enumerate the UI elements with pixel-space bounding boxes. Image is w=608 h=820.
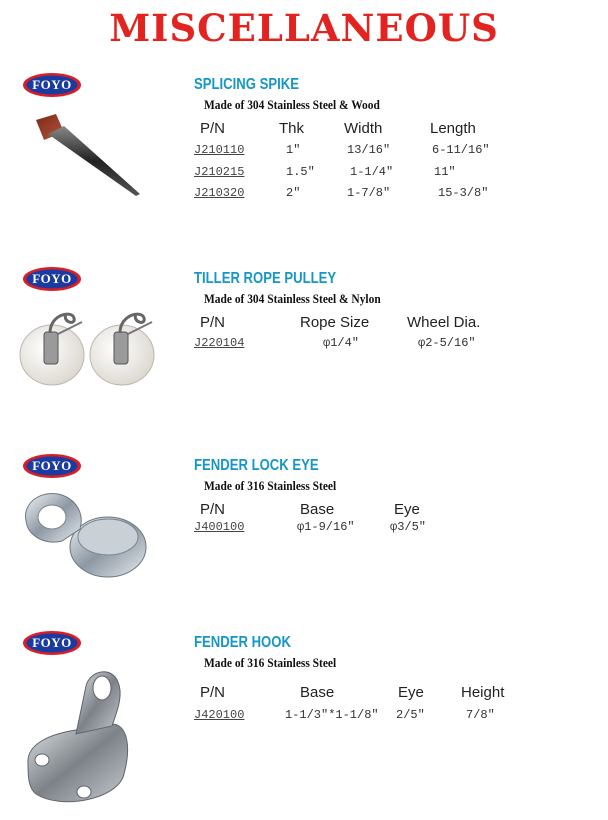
cell-base: φ1-9/16" xyxy=(297,520,355,534)
logo-text: FOYO xyxy=(32,77,72,92)
col-header-length: Length xyxy=(430,120,476,137)
product-title: FENDER LOCK EYE xyxy=(194,457,319,474)
col-header-pn: P/N xyxy=(200,501,226,518)
product-section-fender-lock-eye xyxy=(0,453,608,643)
logo-text: FOYO xyxy=(32,458,72,473)
cell-pn: J420100 xyxy=(194,708,245,722)
col-header-rope-size: Rope Size xyxy=(300,314,370,331)
cell-width: 13/16" xyxy=(347,143,391,157)
cell-base: 1-1/3"*1-1/8" xyxy=(285,708,379,722)
fender-lock-eye-icon xyxy=(18,485,148,585)
product-material: Made of 304 Stainless Steel & Nylon xyxy=(204,291,381,306)
product-material: Made of 316 Stainless Steel xyxy=(204,478,337,493)
cell-length: 15-3/8" xyxy=(438,186,489,200)
splicing-spike-icon xyxy=(30,112,145,202)
cell-pn: J210320 xyxy=(194,186,245,200)
cell-width: 1-1/4" xyxy=(350,165,394,179)
logo-text: FOYO xyxy=(32,635,72,650)
cell-pn: J210215 xyxy=(194,165,245,179)
product-section-tiller-rope-pulley xyxy=(0,266,608,456)
rope-pulley-icon xyxy=(16,300,166,390)
col-header-wheel-dia: Wheel Dia. xyxy=(407,314,481,331)
col-header-base: Base xyxy=(300,684,335,701)
fender-hook-icon xyxy=(20,664,140,814)
product-section-splicing-spike xyxy=(0,72,608,262)
cell-rope-size: φ1/4" xyxy=(323,336,360,350)
col-header-width: Width xyxy=(344,120,383,137)
product-material: Made of 316 Stainless Steel xyxy=(204,655,337,670)
logo-text: FOYO xyxy=(32,271,72,286)
product-material: Made of 304 Stainless Steel & Wood xyxy=(204,97,380,112)
cell-length: 11" xyxy=(434,165,456,179)
col-header-height: Height xyxy=(461,684,505,701)
product-title: FENDER HOOK xyxy=(194,634,291,651)
col-header-base: Base xyxy=(300,501,335,518)
cell-height: 7/8" xyxy=(466,708,495,722)
col-header-thk: Thk xyxy=(279,120,305,137)
col-header-pn: P/N xyxy=(200,314,226,331)
cell-width: 1-7/8" xyxy=(347,186,391,200)
cell-eye: φ3/5" xyxy=(390,520,427,534)
cell-thk: 1.5" xyxy=(286,165,315,179)
product-section-fender-hook xyxy=(0,630,608,820)
cell-wheel-dia: φ2-5/16" xyxy=(418,336,476,350)
col-header-pn: P/N xyxy=(200,684,226,701)
cell-pn: J220104 xyxy=(194,336,245,350)
cell-eye: 2/5" xyxy=(396,708,425,722)
col-header-eye: Eye xyxy=(394,501,420,518)
product-title: TILLER ROPE PULLEY xyxy=(194,270,337,287)
product-title: SPLICING SPIKE xyxy=(194,76,299,93)
col-header-pn: P/N xyxy=(200,120,226,137)
cell-thk: 2" xyxy=(286,186,301,200)
col-header-eye: Eye xyxy=(398,684,424,701)
page-title: MISCELLANEOUS xyxy=(109,6,499,50)
cell-pn: J210110 xyxy=(194,143,245,157)
cell-length: 6-11/16" xyxy=(432,143,490,157)
cell-thk: 1" xyxy=(286,143,301,157)
cell-pn: J400100 xyxy=(194,520,245,534)
